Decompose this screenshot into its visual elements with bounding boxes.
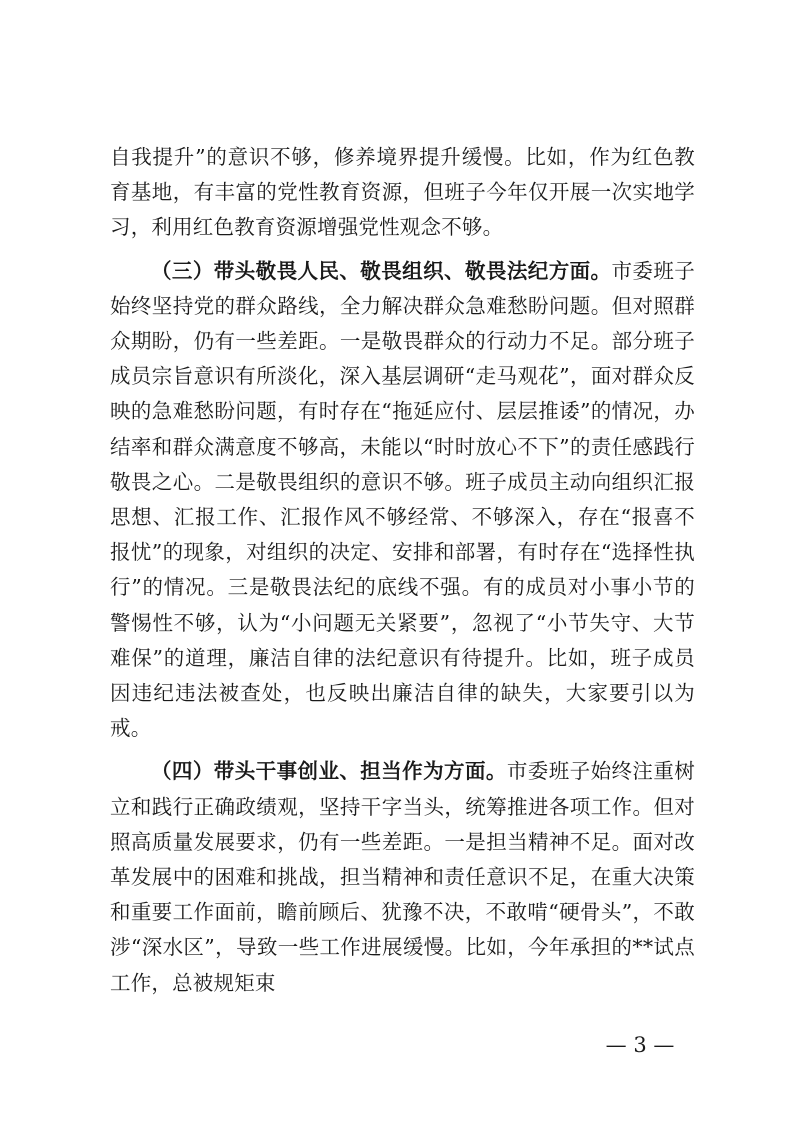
paragraph-1-text: 自我提升”的意识不够，修养境界提升缓慢。比如，作为红色教育基地，有丰富的党性教育资源，但班子今年仅开展一次实地学习，利用红色教育资源增强党性观念不够。 xyxy=(110,145,695,240)
section-heading-3: （三）带头敬畏人民、敬畏组织、敬畏法纪方面。 xyxy=(151,258,612,283)
paragraph-1 xyxy=(110,140,695,246)
paragraph-2-text: 市委班子始终坚持党的群众路线，全力解决群众急难愁盼问题。但对照群众期盼，仍有一些差距。一是敬畏群众的行动力不足。部分班子成员宗旨意识有所淡化，深入基层调研“走马观花”，面对群众反映的急难愁盼问题，有时存在“拖延应付、层层推诿”的情况，办结率和群众满意度不够高，未能以“时时放心不下”的责任感践行敬畏之心。二是敬畏组织的意识不够。班子成员主动向组织汇报思想、汇报工作、汇报作风不够经常、不够深入，存在“报喜不报忧”的现象，对组织的决定、安排和部署，有时存在“选择性执行”的情况。三是敬畏法纪的底线不强。有的成员对小事小节的警惕性不够，认为“小问题无关紧要”，忽视了“小节失守、大节难保”的道理，廉洁自律的法纪意识有待提升。比如，班子成员因违纪违法被查处，也反映出廉洁自律的缺失，大家要引以为戒。 xyxy=(110,258,695,741)
body-text xyxy=(110,140,695,1009)
paragraph-3 xyxy=(110,754,695,1000)
section-heading-4: （四）带头干事创业、担当作为方面。 xyxy=(151,759,507,784)
paragraph-3-text: 市委班子始终注重树立和践行正确政绩观，坚持干字当头，统筹推进各项工作。但对照高质量发展要求，仍有一些差距。一是担当精神不足。面对改革发展中的困难和挑战，担当精神和责任意识不足，在重大决策和重要工作面前，瞻前顾后、犹豫不决，不敢啃“硬骨头”，不敢涉“深水区”，导致一些工作进展缓慢。比如，今年承担的**试点工作，总被规矩束 xyxy=(110,759,695,995)
page-number: — 3 — xyxy=(605,1033,675,1057)
paragraph-2 xyxy=(110,254,695,747)
